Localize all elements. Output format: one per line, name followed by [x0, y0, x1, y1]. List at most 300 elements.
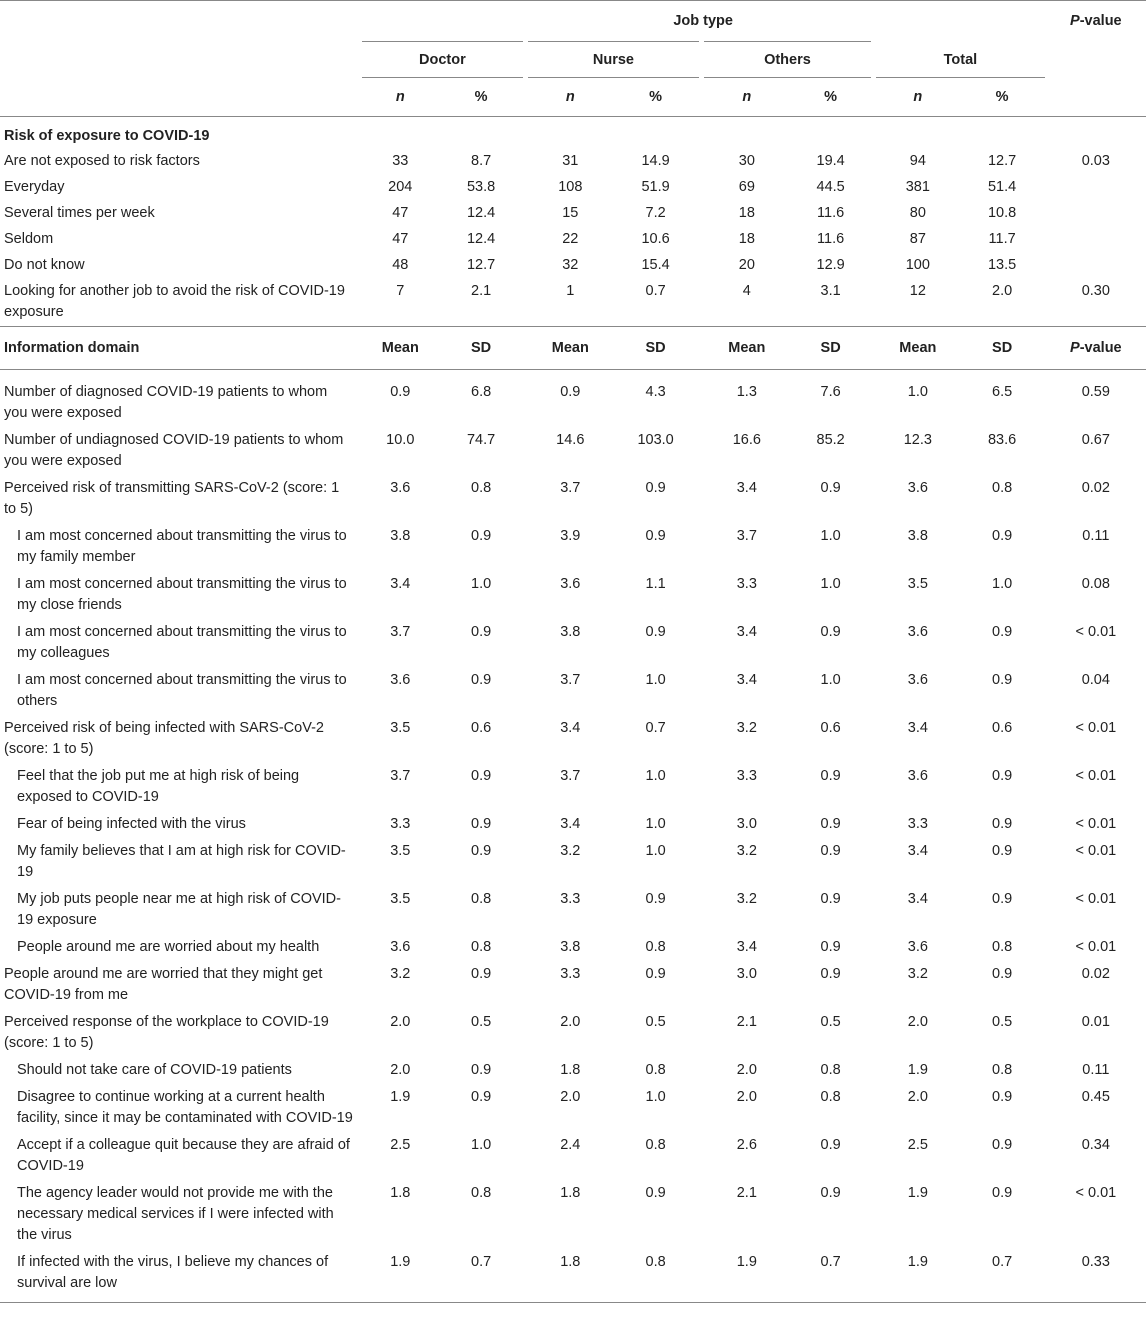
cell-primary: 3.2 — [736, 720, 757, 736]
row-label: Everyday — [4, 179, 65, 195]
row-label: Several times per week — [4, 205, 155, 221]
cell-primary: 3.5 — [390, 843, 411, 859]
cell-secondary: 0.8 — [820, 1089, 841, 1105]
table-row — [0, 764, 1146, 812]
cell-primary: 18 — [738, 205, 755, 221]
cell-primary: 3.2 — [736, 843, 757, 859]
cell-primary: 3.6 — [907, 480, 928, 496]
cell-primary: 3.6 — [907, 768, 928, 784]
p-value-cell: < 0.01 — [1075, 768, 1117, 784]
cell-secondary: 0.9 — [820, 1185, 841, 1201]
table-row — [0, 962, 1146, 1010]
cell-secondary: 19.4 — [816, 153, 845, 169]
pct-header: % — [474, 88, 488, 105]
p-value-cell: 0.01 — [1081, 1014, 1110, 1030]
cell-primary: 20 — [738, 257, 755, 273]
p-value-cell: 0.08 — [1081, 576, 1110, 592]
p-value-cell: 0.59 — [1081, 384, 1110, 400]
cell-primary: 1.3 — [736, 384, 757, 400]
p-value-cell: 0.04 — [1081, 672, 1110, 688]
cell-secondary: 0.7 — [645, 283, 666, 299]
p-value-header — [1046, 1, 1146, 42]
cell-primary: 1.9 — [876, 1250, 959, 1303]
job-type-header: Job type — [362, 1, 1045, 42]
cell-secondary: 8.7 — [471, 153, 492, 169]
cell-primary: 1.9 — [390, 1089, 411, 1105]
table-row — [0, 1133, 1146, 1181]
n-header: n — [565, 88, 575, 105]
cell-secondary: 0.9 — [992, 816, 1013, 832]
p-value-cell: < 0.01 — [1075, 843, 1117, 859]
cell-secondary: 1.0 — [820, 528, 841, 544]
cell-secondary: 10.8 — [987, 205, 1017, 221]
cell-primary: 3.6 — [390, 672, 411, 688]
row-label: Perceived risk of being infected with SARS-CoV-2 (score: 1 to 5) — [4, 720, 324, 757]
row-label: I am most concerned about transmitting the virus to my colleagues — [17, 624, 347, 661]
header-row-n-pct — [0, 78, 1146, 117]
cell-primary: 3.7 — [560, 672, 581, 688]
cell-secondary: 0.7 — [960, 1250, 1045, 1303]
cell-secondary: 0.9 — [992, 768, 1013, 784]
cell-secondary: 0.9 — [820, 624, 841, 640]
cell-secondary: 103.0 — [637, 432, 674, 448]
cell-primary: 47 — [392, 231, 409, 247]
cell-secondary: 0.9 — [992, 1089, 1013, 1105]
cell-primary: 3.6 — [390, 939, 411, 955]
group-header-doctor — [362, 41, 524, 78]
cell-primary: 47 — [392, 205, 409, 221]
row-label: Feel that the job put me at high risk of being exposed to COVID-19 — [17, 768, 300, 805]
table-row — [0, 716, 1146, 764]
cell-primary: 80 — [909, 205, 926, 221]
row-label: People around me are worried that they might get COVID-19 from me — [4, 966, 323, 1003]
cell-primary: 15 — [562, 205, 579, 221]
exposure-section-header — [0, 117, 1146, 150]
cell-primary: 3.7 — [560, 768, 581, 784]
cell-primary: 16.6 — [732, 432, 761, 448]
cell-secondary: 12.7 — [987, 153, 1017, 169]
row-label: People around me are worried about my health — [17, 939, 320, 955]
cell-primary: 3.4 — [907, 891, 928, 907]
row-label: Perceived risk of transmitting SARS-CoV-2 (score: 1 to 5) — [4, 480, 340, 517]
row-label: Do not know — [4, 257, 85, 273]
table-row — [0, 812, 1146, 839]
cell-secondary: 0.9 — [820, 891, 841, 907]
cell-secondary: 0.5 — [820, 1014, 841, 1030]
cell-secondary: 0.9 — [820, 768, 841, 784]
cell-primary: 0.9 — [390, 384, 411, 400]
cell-secondary: 6.5 — [992, 384, 1013, 400]
cell-secondary: 0.9 — [471, 672, 492, 688]
cell-primary: 33 — [392, 153, 409, 169]
table-row — [0, 1010, 1146, 1058]
cell-secondary: 0.9 — [645, 1185, 666, 1201]
cell-secondary: 1.0 — [471, 1137, 492, 1153]
cell-secondary: 51.9 — [641, 179, 670, 195]
row-label: Accept if a colleague quit because they are afraid of COVID-19 — [17, 1137, 350, 1174]
cell-primary: 100 — [905, 257, 930, 273]
n-header: n — [913, 88, 923, 105]
cell-secondary: 0.9 — [820, 816, 841, 832]
cell-primary: 3.2 — [907, 966, 928, 982]
group-header-nurse — [528, 41, 699, 78]
row-label: I am most concerned about transmitting the virus to my family member — [17, 528, 347, 565]
sd-header: SD — [960, 327, 1045, 370]
p-value-cell: 0.45 — [1081, 1089, 1110, 1105]
cell-primary: 3.5 — [907, 576, 928, 592]
mean-header: Mean — [528, 327, 612, 370]
cell-secondary: 2.1 — [471, 283, 492, 299]
row-label: Looking for another job to avoid the risk of COVID-19 exposure — [4, 283, 345, 320]
table-row — [0, 1181, 1146, 1250]
cell-secondary: 53.8 — [466, 179, 496, 195]
cell-secondary: 0.9 — [820, 939, 841, 955]
cell-primary: 3.5 — [390, 720, 411, 736]
p-value-header — [1046, 327, 1146, 370]
cell-primary: 22 — [562, 231, 579, 247]
cell-primary: 3.2 — [736, 891, 757, 907]
cell-primary: 3.3 — [390, 816, 411, 832]
cell-primary: 3.7 — [560, 480, 581, 496]
cell-primary: 1.0 — [907, 384, 928, 400]
cell-secondary: 15.4 — [641, 257, 670, 273]
cell-secondary: 1.0 — [820, 672, 841, 688]
cell-secondary: 0.9 — [471, 816, 492, 832]
cell-primary: 2.5 — [907, 1137, 928, 1153]
cell-primary: 2.0 — [560, 1014, 581, 1030]
table-row — [0, 1250, 1146, 1303]
cell-secondary: 1.0 — [645, 768, 666, 784]
table-row — [0, 1085, 1146, 1133]
cell-secondary: 0.7 — [439, 1250, 523, 1303]
info-section-header — [0, 327, 1146, 370]
cell-secondary: 0.9 — [471, 1089, 492, 1105]
cell-primary: 3.2 — [560, 843, 581, 859]
cell-secondary: 0.9 — [992, 1137, 1013, 1153]
cell-primary: 3.6 — [907, 939, 928, 955]
cell-secondary: 0.9 — [645, 966, 666, 982]
cell-secondary: 74.7 — [466, 432, 496, 448]
cell-secondary: 1.0 — [992, 576, 1013, 592]
p-value-suffix: -value — [1079, 12, 1122, 29]
cell-primary: 1.9 — [362, 1250, 439, 1303]
cell-secondary: 0.9 — [992, 672, 1013, 688]
n-header: n — [395, 88, 405, 105]
cell-primary: 0.9 — [560, 384, 581, 400]
cell-secondary: 10.6 — [641, 231, 670, 247]
row-label: Are not exposed to risk factors — [4, 153, 200, 169]
p-value-cell: 0.02 — [1081, 480, 1110, 496]
group-header-nurse-label: Nurse — [528, 41, 699, 78]
cell-primary: 48 — [392, 257, 409, 273]
cell-secondary: 0.6 — [820, 720, 841, 736]
cell-secondary: 0.9 — [645, 480, 666, 496]
cell-secondary: 0.9 — [992, 1185, 1013, 1201]
mean-header: Mean — [876, 327, 959, 370]
cell-primary: 2.0 — [736, 1062, 757, 1078]
group-header-others-label: Others — [704, 41, 872, 78]
cell-secondary: 0.9 — [471, 528, 492, 544]
cell-secondary: 0.9 — [471, 768, 492, 784]
cell-secondary: 3.1 — [820, 283, 841, 299]
cell-primary: 14.6 — [556, 432, 585, 448]
table-row — [0, 887, 1146, 935]
table-row — [0, 227, 1146, 253]
row-label: Number of undiagnosed COVID-19 patients to whom you were exposed — [4, 432, 344, 469]
cell-primary: 1 — [566, 283, 575, 299]
table-row — [0, 149, 1146, 175]
table-row — [0, 476, 1146, 524]
cell-secondary: 0.9 — [992, 624, 1013, 640]
p-value-p: P — [1070, 12, 1080, 29]
cell-primary: 2.1 — [736, 1014, 757, 1030]
cell-primary: 3.3 — [736, 576, 757, 592]
cell-primary: 381 — [905, 179, 930, 195]
cell-secondary: 0.9 — [471, 966, 492, 982]
cell-primary: 3.8 — [390, 528, 411, 544]
cell-secondary: 0.7 — [790, 1250, 871, 1303]
cell-secondary: 0.8 — [612, 1250, 698, 1303]
group-header-total-label: Total — [876, 42, 1045, 78]
cell-primary: 31 — [562, 153, 579, 169]
cell-primary: 108 — [558, 179, 583, 195]
cell-primary: 3.4 — [736, 672, 757, 688]
row-label: I am most concerned about transmitting the virus to my close friends — [17, 576, 347, 613]
p-value-cell — [1046, 201, 1146, 227]
cell-primary: 3.4 — [736, 939, 757, 955]
row-label: Disagree to continue working at a current health facility, since it may be contaminated with COVID-19 — [17, 1089, 353, 1126]
cell-primary: 18 — [738, 231, 755, 247]
n-header: n — [742, 88, 752, 105]
header-row-groups — [0, 41, 1146, 78]
cell-primary: 2.1 — [736, 1185, 757, 1201]
table-row — [0, 428, 1146, 476]
cell-primary: 3.4 — [907, 720, 928, 736]
cell-secondary: 0.8 — [471, 939, 492, 955]
cell-secondary: 0.6 — [471, 720, 492, 736]
cell-primary: 2.0 — [907, 1089, 928, 1105]
cell-secondary: 85.2 — [816, 432, 845, 448]
cell-secondary: 0.9 — [992, 528, 1013, 544]
table-row — [0, 524, 1146, 572]
cell-primary: 2.0 — [736, 1089, 757, 1105]
p-value-cell: < 0.01 — [1075, 891, 1117, 907]
cell-primary: 3.4 — [736, 480, 757, 496]
row-label: Number of diagnosed COVID-19 patients to whom you were exposed — [4, 384, 328, 421]
table-row — [0, 572, 1146, 620]
cell-secondary: 0.9 — [471, 1062, 492, 1078]
cell-primary: 3.7 — [736, 528, 757, 544]
cell-primary: 2.0 — [907, 1014, 928, 1030]
header-row-job-type — [0, 1, 1146, 42]
pct-header: % — [995, 88, 1009, 105]
cell-secondary: 7.2 — [645, 205, 666, 221]
cell-secondary: 11.6 — [817, 205, 845, 221]
cell-primary: 1.9 — [907, 1185, 928, 1201]
cell-primary: 3.6 — [907, 624, 928, 640]
cell-secondary: 0.5 — [645, 1014, 666, 1030]
cell-secondary: 0.9 — [820, 1137, 841, 1153]
p-value-cell — [1046, 175, 1146, 201]
cell-primary: 2.5 — [390, 1137, 411, 1153]
cell-secondary: 0.9 — [471, 843, 492, 859]
p-value-cell: 0.02 — [1081, 966, 1110, 982]
group-header-others — [704, 41, 872, 78]
cell-secondary: 0.8 — [820, 1062, 841, 1078]
cell-primary: 69 — [738, 179, 755, 195]
table-row — [0, 253, 1146, 279]
cell-secondary: 83.6 — [987, 432, 1017, 448]
cell-secondary: 0.8 — [471, 891, 492, 907]
table-row — [0, 1058, 1146, 1085]
cell-secondary: 1.1 — [645, 576, 666, 592]
row-label: Should not take care of COVID-19 patients — [17, 1062, 292, 1078]
cell-primary: 3.4 — [560, 816, 581, 832]
group-header-total — [876, 41, 1045, 78]
p-value-cell: < 0.01 — [1075, 720, 1117, 736]
row-label: My job puts people near me at high risk of COVID-19 exposure — [17, 891, 341, 928]
row-label: If infected with the virus, I believe my chances of survival are low — [0, 1250, 362, 1303]
cell-primary: 3.3 — [560, 891, 581, 907]
cell-secondary: 0.8 — [992, 480, 1013, 496]
row-label: Fear of being infected with the virus — [17, 816, 246, 832]
table-row — [0, 370, 1146, 429]
p-value-p: P — [1070, 339, 1080, 356]
cell-primary: 12 — [909, 283, 926, 299]
cell-primary: 1.8 — [528, 1250, 612, 1303]
cell-secondary: 44.5 — [816, 179, 845, 195]
p-value-cell: 0.30 — [1081, 283, 1110, 299]
table-row — [0, 935, 1146, 962]
p-value-cell: < 0.01 — [1075, 1185, 1117, 1201]
p-value-suffix: -value — [1079, 339, 1122, 356]
cell-secondary: 1.0 — [645, 816, 666, 832]
cell-secondary: 11.6 — [817, 231, 845, 247]
cell-secondary: 1.0 — [645, 1089, 666, 1105]
cell-secondary: 0.9 — [471, 624, 492, 640]
cell-primary: 3.4 — [907, 843, 928, 859]
cell-secondary: 11.7 — [988, 231, 1016, 247]
cell-secondary: 0.6 — [992, 720, 1013, 736]
cell-secondary: 12.9 — [816, 257, 845, 273]
cell-secondary: 0.9 — [645, 528, 666, 544]
pct-header: % — [649, 88, 663, 105]
p-value-cell: 0.33 — [1046, 1250, 1146, 1303]
cell-primary: 2.0 — [560, 1089, 581, 1105]
cell-secondary: 0.8 — [992, 1062, 1013, 1078]
cell-primary: 10.0 — [386, 432, 415, 448]
cell-primary: 3.5 — [390, 891, 411, 907]
cell-primary: 3.8 — [560, 939, 581, 955]
table-row — [0, 279, 1146, 327]
cell-secondary: 0.7 — [645, 720, 666, 736]
cell-primary: 32 — [562, 257, 579, 273]
cell-secondary: 14.9 — [641, 153, 670, 169]
exposure-section-title: Risk of exposure to COVID-19 — [0, 117, 1146, 150]
cell-secondary: 0.9 — [820, 480, 841, 496]
cell-secondary: 6.8 — [471, 384, 492, 400]
p-value-cell: < 0.01 — [1075, 939, 1117, 955]
cell-primary: 3.6 — [390, 480, 411, 496]
table-row — [0, 175, 1146, 201]
row-label: I am most concerned about transmitting the virus to others — [17, 672, 347, 709]
cell-primary: 3.2 — [390, 966, 411, 982]
p-value-cell: 0.03 — [1081, 153, 1110, 169]
cell-secondary: 0.8 — [645, 1137, 666, 1153]
p-value-cell: < 0.01 — [1075, 624, 1117, 640]
table-row — [0, 839, 1146, 887]
cell-primary: 3.0 — [736, 966, 757, 982]
row-label: Seldom — [4, 231, 54, 247]
p-value-cell: < 0.01 — [1075, 816, 1117, 832]
table-row — [0, 201, 1146, 227]
sd-header: SD — [439, 327, 523, 370]
cell-secondary: 12.7 — [466, 257, 496, 273]
sd-header: SD — [790, 327, 871, 370]
cell-primary: 3.0 — [736, 816, 757, 832]
row-label: The agency leader would not provide me with the necessary medical services if I were infected with the virus — [17, 1185, 334, 1243]
cell-secondary: 1.0 — [471, 576, 492, 592]
cell-primary: 2.4 — [560, 1137, 581, 1153]
cell-secondary: 0.9 — [992, 891, 1013, 907]
cell-secondary: 0.8 — [645, 1062, 666, 1078]
cell-secondary: 0.9 — [992, 966, 1013, 982]
info-rows — [0, 370, 1146, 1303]
row-label: Perceived response of the workplace to COVID-19 (score: 1 to 5) — [4, 1014, 329, 1051]
cell-secondary: 1.0 — [645, 672, 666, 688]
cell-primary: 3.3 — [907, 816, 928, 832]
p-value-cell: 0.11 — [1082, 1062, 1110, 1078]
cell-primary: 1.8 — [390, 1185, 411, 1201]
cell-primary: 3.4 — [390, 576, 411, 592]
cell-primary: 3.3 — [560, 966, 581, 982]
cell-primary: 1.8 — [560, 1062, 581, 1078]
row-label: My family believes that I am at high risk for COVID-19 — [17, 843, 346, 880]
cell-primary: 3.4 — [560, 720, 581, 736]
table-row — [0, 668, 1146, 716]
cell-secondary: 1.0 — [645, 843, 666, 859]
info-section-title: Information domain — [0, 327, 362, 370]
cell-primary: 1.9 — [704, 1250, 790, 1303]
cell-primary: 3.7 — [390, 624, 411, 640]
cell-primary: 87 — [909, 231, 926, 247]
cell-secondary: 0.9 — [645, 624, 666, 640]
cell-primary: 3.9 — [560, 528, 581, 544]
p-value-cell — [1046, 253, 1146, 279]
cell-secondary: 2.0 — [992, 283, 1013, 299]
cell-primary: 12.3 — [903, 432, 932, 448]
cell-secondary: 4.3 — [645, 384, 666, 400]
cell-primary: 2.6 — [736, 1137, 757, 1153]
cell-primary: 2.0 — [390, 1014, 411, 1030]
cell-primary: 30 — [738, 153, 755, 169]
exposure-rows — [0, 149, 1146, 327]
cell-primary: 1.9 — [907, 1062, 928, 1078]
cell-secondary: 0.8 — [471, 1185, 492, 1201]
cell-primary: 3.7 — [390, 768, 411, 784]
mean-header: Mean — [362, 327, 439, 370]
cell-primary: 3.8 — [907, 528, 928, 544]
sd-header: SD — [612, 327, 698, 370]
cell-secondary: 0.9 — [992, 843, 1013, 859]
group-header-doctor-label: Doctor — [362, 41, 524, 78]
cell-primary: 3.3 — [736, 768, 757, 784]
cell-secondary: 0.5 — [471, 1014, 492, 1030]
cell-primary: 3.6 — [907, 672, 928, 688]
p-value-cell: 0.11 — [1082, 528, 1110, 544]
cell-secondary: 0.8 — [992, 939, 1013, 955]
cell-secondary: 1.0 — [820, 576, 841, 592]
